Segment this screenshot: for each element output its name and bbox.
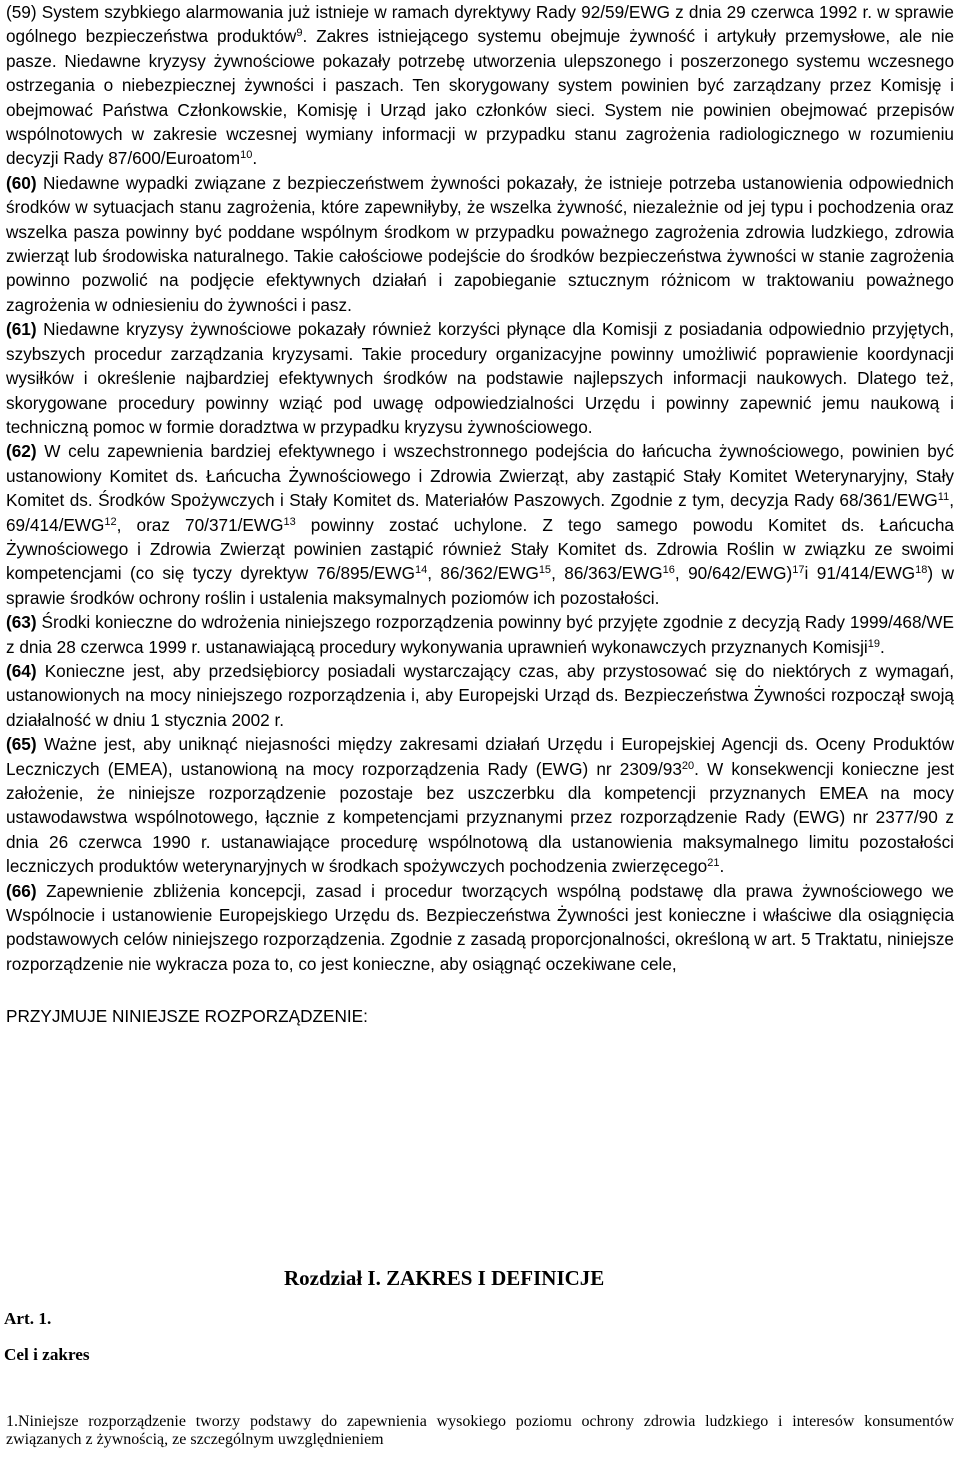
document-page	[6, 0, 954, 1029]
footnote-marker: 12	[104, 515, 117, 528]
footnote-marker: 10	[240, 149, 253, 162]
article-paragraph-1: 1.Niniejsze rozporządzenie tworzy podstawy do zapewnienia wysokiego poziomu ochrony zdrowia ludzkiego i interesów konsumentów związanych z żywnością, ze szczególnym uwzględnieniem	[6, 1413, 954, 1448]
recital-text: , 90/642/EWG)	[674, 563, 793, 584]
recital-paragraph	[6, 732, 954, 878]
recital-paragraph	[6, 879, 954, 977]
footnote-marker: 17	[792, 564, 805, 577]
footnote-marker: 19	[867, 637, 880, 650]
recital-text: Środki konieczne do wdrożenia niniejszego rozporządzenia powinny być przyjęte zgodnie z decyzją Rady 1999/468/WE z dnia 28 czerwca 1999 r. ustanawiającą procedury wykonywania uprawnień wykonawczych przyznanych Komisji	[6, 612, 954, 657]
footnote-marker: 16	[662, 564, 675, 577]
recital-paragraph	[6, 610, 954, 659]
recital-text: i 91/414/EWG	[804, 563, 916, 584]
recital-paragraph	[6, 0, 954, 171]
recital-text: (59) System szybkiego alarmowania już istnieje w ramach dyrektywy Rady 92/59/EWG z dnia 29 czerwca 1992 r. w sprawie ogólnego bezpieczeństwa produktów	[6, 2, 954, 47]
footnote-marker: 11	[937, 491, 950, 504]
footnote-marker: 20	[681, 759, 695, 772]
recital-text: Zapewnienie zbliżenia koncepcji, zasad i procedur tworzących wspólną podstawę dla prawa żywnościowego we Wspólnocie i ustanowienie Europejskiego Urzędu ds. Bezpieczeństwa Żywności jest konieczne i właściwe dla osiągnięcia podstawowych celów niniejszego rozporządzenia. Zgodnie z zasadą proporcjonalności, określoną w art. 5 Traktatu, niniejsze rozporządzenie nie wykracza poza to, co jest konieczne, aby osiągnąć oczekiwane cele,	[6, 880, 954, 974]
recitals	[6, 0, 954, 976]
recital-text: Niedawne kryzysy żywnościowe pokazały również korzyści płynące dla Komisji z posiadania odpowiednio przyjętych, szybszych procedur zarządzania kryzysami. Takie procedury organizacyjne powinny umożliwić poprawienie koordynacji wysiłków i określenie najbardziej efektywnych środków na podstawie najlepszych informacji naukowych. Dlatego też, skorygowane procedury powinny wziąć pod uwagę odpowiedzialności Urzędu i powinny zapewnić jemu naukową i techniczną pomoc w formie doradztwa w przypadku kryzysu żywnościowego.	[6, 319, 954, 437]
recital-number: (61)	[6, 319, 37, 340]
recital-text: .	[879, 636, 885, 657]
recital-paragraph	[6, 317, 954, 439]
recital-number: (64)	[6, 660, 37, 681]
recital-text: .	[252, 148, 258, 169]
recital-number: (66)	[6, 880, 37, 901]
recital-text: , 86/363/EWG	[551, 563, 663, 584]
footnote-marker: 14	[414, 564, 428, 577]
recital-paragraph	[6, 439, 954, 610]
recital-text: . Zakres istniejącego systemu obejmuje żywność i artykuły przemysłowe, ale nie pasze. Niedawne kryzysy żywnościowe pokazały potrzebę utworzenia ulepszonego i poszerzonego systemu wczesnego ostrzegania o niebezpiecznej żywności i paszach. Ten skorygowany system powinien być zarządzany przez Komisję i obejmować Państwa Członkowskie, Komisję i Urząd jako członków sieci. System nie powinien obejmować przepisów wspólnotowych w zakresie wczesnej wymiany informacji w przypadku stanu zagrożenia radiologicznego w rozumieniu decyzji Rady 87/600/Euroatom	[6, 26, 955, 169]
recital-text: , oraz 70/371/EWG	[116, 514, 284, 535]
recital-number: (65)	[6, 734, 37, 755]
recital-text: , 69/414/EWG	[6, 490, 954, 535]
chapter-heading: Rozdział I. ZAKRES I DEFINICJE	[284, 1266, 605, 1290]
recital-paragraph	[6, 171, 954, 317]
recital-text: .	[719, 856, 725, 877]
recital-text: Ważne jest, aby uniknąć niejasności między zakresami działań Urzędu i Europejskiej Agencji ds. Oceny Produktów Leczniczych (EMEA), ustanowioną na mocy rozporządzenia Rady (EWG) nr 2309/93	[6, 734, 954, 779]
recital-text: Konieczne jest, aby przedsiębiorcy posiadali wystarczający czas, aby przystosować się do niektórych z wymagań, ustanowionych na mocy niniejszego rozporządzenia i, aby Europejski Urząd ds. Bezpieczeństwa Żywności rozpoczął swoją działalność w dniu 1 stycznia 2002 r.	[6, 660, 954, 730]
recital-text: , 86/362/EWG	[427, 563, 539, 584]
footnote-marker: 21	[707, 857, 720, 870]
recital-number: (60)	[6, 172, 37, 193]
footnote-marker: 13	[283, 515, 296, 528]
article-title: Cel i zakres	[4, 1345, 90, 1364]
recital-number: (62)	[6, 441, 37, 462]
recital-text: W celu zapewnienia bardziej efektywnego i wszechstronnego podejścia do łańcucha żywnościowego, powinien być ustanowiony Komitet ds. Łańcucha Żywnościowego i Zdrowia Zwierząt, aby zastąpić Stały Komitet Weterynaryjny, Stały Komitet ds. Środków Spożywczych i Stały Komitet ds. Materiałów Paszowych. Zgodnie z tym, decyzja Rady 68/361/EWG	[6, 441, 954, 511]
recital-text: Niedawne wypadki związane z bezpieczeństwem żywności pokazały, że istnieje potrzeba ustanowienia odpowiednich środków w sytuacjach stanu zagrożenia, które zapewniłyby, że wszelka żywność, niezależnie od jej typu i pochodzenia oraz wszelka pasza powinny być poddane wspólnym środkom w przypadku poważnego zagrożenia zdrowia ludzkiego, zdrowia zwierząt lub środowiska naturalnego. Takie całościowe podejście do środków bezpieczeństwa żywności w stanie zagrożenia powinno pozwolić na podjęcie efektywnych działań i zapobieganie sztucznym różnicom w traktowaniu poważnego zagrożenia w odniesieniu do żywności i pasz.	[6, 172, 954, 315]
decree-line: PRZYJMUJE NINIEJSZE ROZPORZĄDZENIE:	[6, 1006, 368, 1027]
recital-paragraph	[6, 659, 954, 732]
footnote-marker: 18	[915, 564, 928, 577]
recital-number: (63)	[6, 612, 37, 633]
footnote-marker: 15	[538, 564, 552, 577]
recital-text: . W konsekwencji konieczne jest założenie, że niniejsze rozporządzenie pozostaje bez uszczerbku dla kompetencji przyznanych EMEA na mocy ustawodawstwa wspólnotowego, łącznie z kompetencjami przyznanymi przez rozporządzenie Rady (EWG) nr 2377/90 z dnia 26 czerwca 1990 r. ustanawiające procedurę wspólnotową dla ustanowienia maksymalnego limitu pozostałości leczniczych produktów weterynaryjnych w środkach spożywczych pochodzenia zwierzęcego	[6, 758, 954, 877]
recital-text: ) w sprawie środków ochrony roślin i ustalenia maksymalnych poziomów ich pozostałości.	[6, 563, 954, 608]
footnote-marker: 9	[296, 27, 303, 40]
recital-text: powinny zostać uchylone. Z tego samego powodu Komitet ds. Łańcucha Żywnościowego i Zdrowia Zwierząt powinien zastąpić również Stały Komitet ds. Zdrowia Roślin w związku ze swoimi kompetencjami (co się tyczy dyrektyw 76/895/EWG	[6, 514, 954, 584]
article-label: Art. 1.	[4, 1309, 52, 1328]
